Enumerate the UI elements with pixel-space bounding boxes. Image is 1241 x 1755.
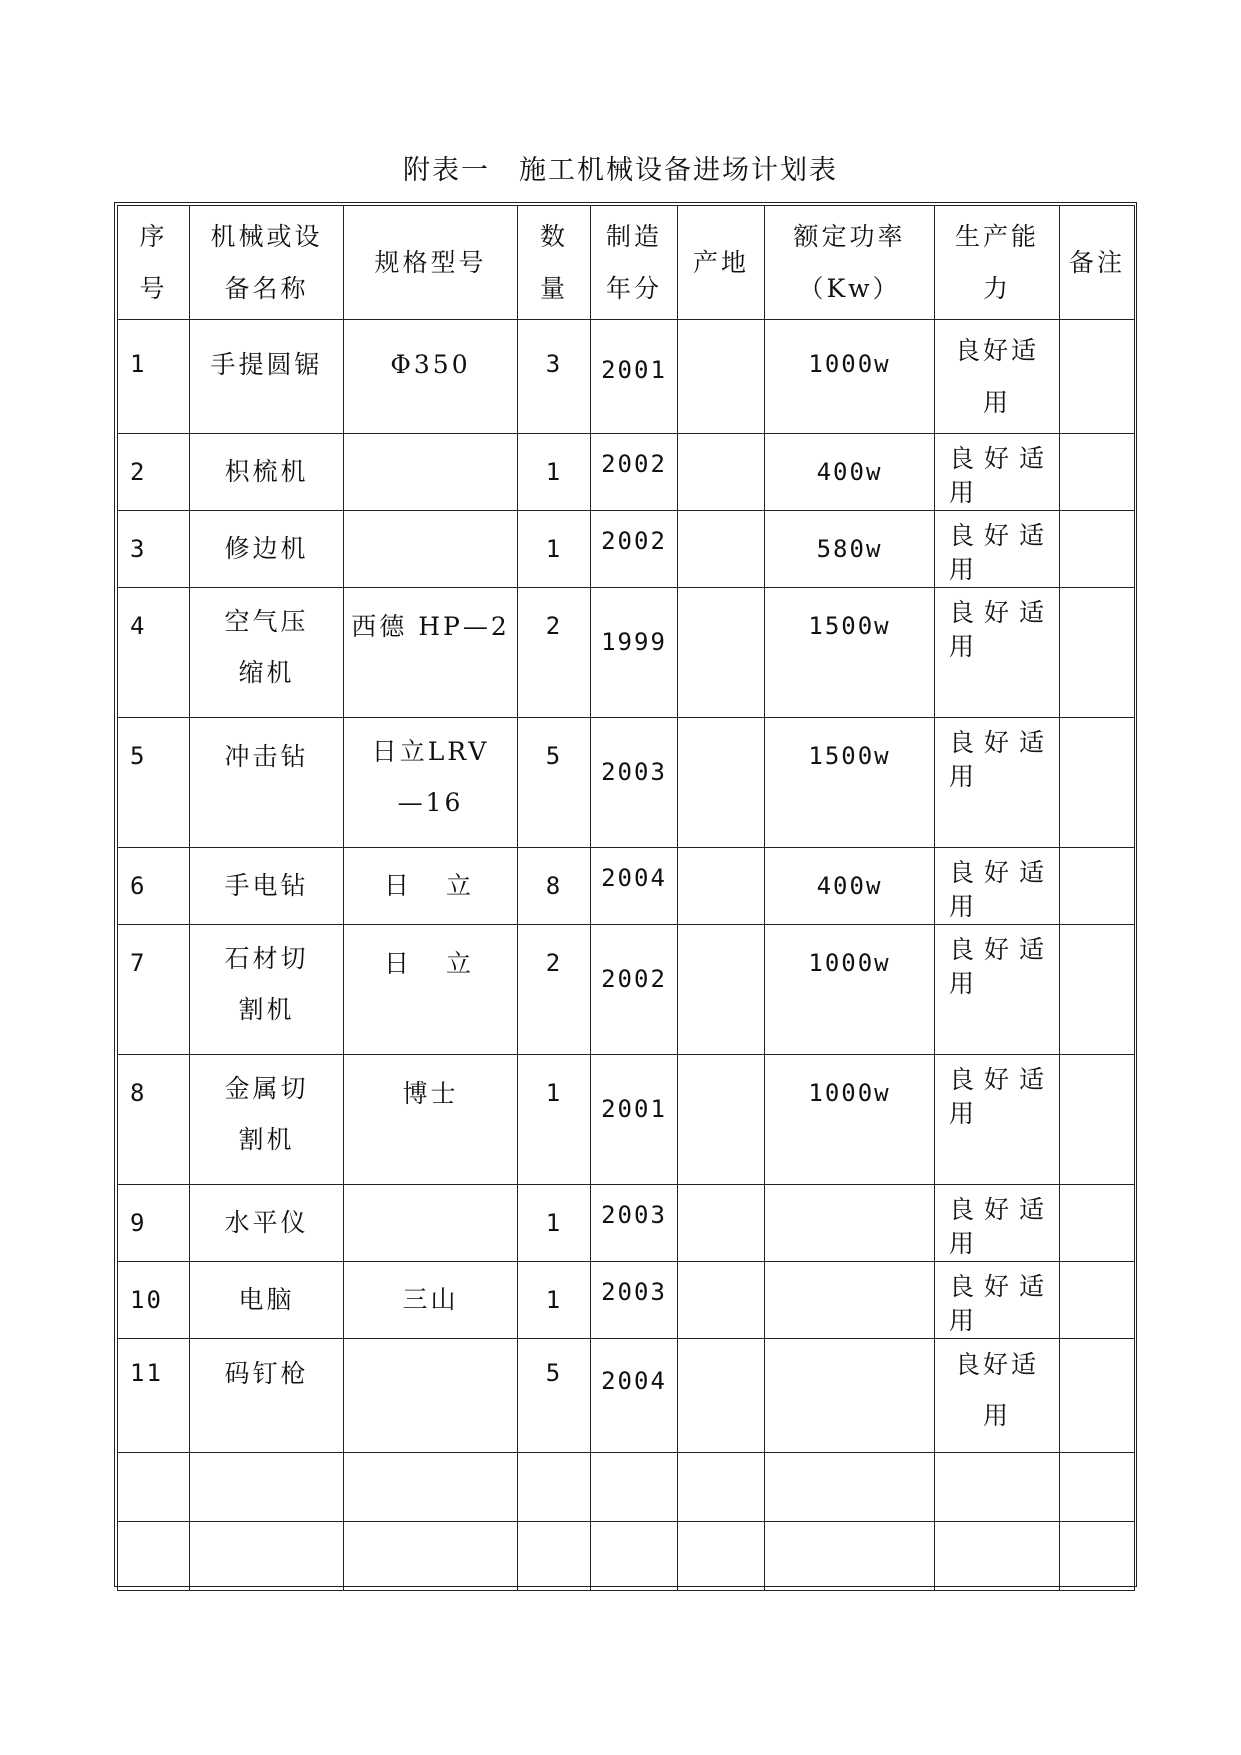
cell-name: 修边机 (190, 511, 344, 588)
cell-power (765, 1262, 935, 1339)
cell-year: 2004 (591, 848, 678, 925)
cell-remark (1060, 1185, 1135, 1262)
cell-name: 电脑 (190, 1262, 344, 1339)
cell-power: 400w (765, 848, 935, 925)
cell-empty (518, 1522, 591, 1591)
cell-year: 2003 (591, 1185, 678, 1262)
cell-power (765, 1339, 935, 1453)
header-power: 额定功率（Kw） (765, 206, 935, 320)
cell-seq: 9 (118, 1185, 190, 1262)
cell-qty: 1 (518, 511, 591, 588)
cell-power: 1000w (765, 320, 935, 434)
cell-name: 冲击钻 (190, 718, 344, 848)
header-origin: 产地 (678, 206, 765, 320)
cell-year: 2001 (591, 320, 678, 434)
cell-empty (765, 1522, 935, 1591)
cell-empty (344, 1522, 518, 1591)
table-row (118, 434, 1135, 511)
cell-spec: 日 立 (344, 925, 518, 1055)
cell-seq: 10 (118, 1262, 190, 1339)
cell-name: 金属切割机 (190, 1055, 344, 1185)
cell-seq: 4 (118, 588, 190, 718)
cell-empty (935, 1522, 1060, 1591)
cell-name: 手提圆锯 (190, 320, 344, 434)
cell-spec: Φ350 (344, 320, 518, 434)
table-row (118, 1339, 1135, 1453)
cell-spec (344, 434, 518, 511)
cell-year: 2002 (591, 511, 678, 588)
cell-remark (1060, 718, 1135, 848)
cell-power (765, 1185, 935, 1262)
cell-name: 水平仪 (190, 1185, 344, 1262)
header-capacity: 生产能力 (935, 206, 1060, 320)
table-row (118, 511, 1135, 588)
cell-seq: 7 (118, 925, 190, 1055)
cell-origin (678, 718, 765, 848)
cell-origin (678, 925, 765, 1055)
cell-power: 1500w (765, 588, 935, 718)
cell-empty (518, 1453, 591, 1522)
cell-empty (344, 1453, 518, 1522)
cell-capacity: 良好适用 (935, 718, 1060, 848)
cell-capacity: 良好适用 (935, 511, 1060, 588)
cell-remark (1060, 588, 1135, 718)
cell-spec: 西德 HP—2 (344, 588, 518, 718)
table-row (118, 925, 1135, 1055)
cell-spec: 日 立 (344, 848, 518, 925)
cell-qty: 1 (518, 1055, 591, 1185)
cell-qty: 2 (518, 588, 591, 718)
table-row (118, 588, 1135, 718)
cell-capacity: 良好适用 (935, 925, 1060, 1055)
header-qty: 数量 (518, 206, 591, 320)
cell-year: 2004 (591, 1339, 678, 1453)
header-row (118, 206, 1135, 320)
cell-empty (935, 1453, 1060, 1522)
cell-spec (344, 1339, 518, 1453)
cell-year: 1999 (591, 588, 678, 718)
cell-year: 2003 (591, 718, 678, 848)
cell-power: 1000w (765, 1055, 935, 1185)
cell-name: 空气压缩机 (190, 588, 344, 718)
cell-empty (190, 1453, 344, 1522)
cell-origin (678, 588, 765, 718)
cell-empty (1060, 1453, 1135, 1522)
cell-capacity: 良好适用 (935, 1055, 1060, 1185)
cell-name: 码钉枪 (190, 1339, 344, 1453)
header-spec: 规格型号 (344, 206, 518, 320)
cell-origin (678, 1339, 765, 1453)
cell-remark (1060, 511, 1135, 588)
cell-remark (1060, 1339, 1135, 1453)
cell-origin (678, 434, 765, 511)
cell-capacity: 良好适用 (935, 320, 1060, 434)
cell-remark (1060, 1055, 1135, 1185)
cell-empty (1060, 1522, 1135, 1591)
cell-origin (678, 1185, 765, 1262)
table-row-blank (118, 1453, 1135, 1522)
cell-spec: 三山 (344, 1262, 518, 1339)
table-row (118, 1185, 1135, 1262)
cell-origin (678, 848, 765, 925)
cell-capacity: 良好适用 (935, 434, 1060, 511)
cell-power: 580w (765, 511, 935, 588)
cell-origin (678, 320, 765, 434)
cell-seq: 3 (118, 511, 190, 588)
cell-qty: 1 (518, 434, 591, 511)
cell-year: 2002 (591, 434, 678, 511)
cell-year: 2002 (591, 925, 678, 1055)
header-remark: 备注 (1060, 206, 1135, 320)
cell-qty: 5 (518, 718, 591, 848)
cell-seq: 2 (118, 434, 190, 511)
cell-qty: 3 (518, 320, 591, 434)
cell-empty (678, 1522, 765, 1591)
cell-spec (344, 1185, 518, 1262)
cell-qty: 8 (518, 848, 591, 925)
cell-capacity: 良好适用 (935, 1185, 1060, 1262)
cell-power: 1500w (765, 718, 935, 848)
header-name: 机械或设备名称 (190, 206, 344, 320)
cell-remark (1060, 1262, 1135, 1339)
cell-seq: 5 (118, 718, 190, 848)
cell-seq: 6 (118, 848, 190, 925)
cell-remark (1060, 434, 1135, 511)
cell-seq: 11 (118, 1339, 190, 1453)
cell-seq: 8 (118, 1055, 190, 1185)
header-year: 制造年分 (591, 206, 678, 320)
cell-origin (678, 1055, 765, 1185)
cell-year: 2003 (591, 1262, 678, 1339)
table-row-blank (118, 1522, 1135, 1591)
cell-name: 手电钻 (190, 848, 344, 925)
cell-year: 2001 (591, 1055, 678, 1185)
cell-name: 枳梳机 (190, 434, 344, 511)
cell-spec: 博士 (344, 1055, 518, 1185)
cell-spec: 日立LRV—16 (344, 718, 518, 848)
cell-capacity: 良好适用 (935, 1262, 1060, 1339)
cell-name: 石材切割机 (190, 925, 344, 1055)
cell-capacity: 良好适用 (935, 588, 1060, 718)
cell-remark (1060, 320, 1135, 434)
cell-qty: 5 (518, 1339, 591, 1453)
cell-spec (344, 511, 518, 588)
table-row (118, 848, 1135, 925)
cell-qty: 1 (518, 1262, 591, 1339)
page-title: 附表一 施工机械设备进场计划表 (403, 155, 838, 186)
table-row (118, 320, 1135, 434)
cell-capacity: 良好适用 (935, 848, 1060, 925)
cell-power: 400w (765, 434, 935, 511)
cell-seq: 1 (118, 320, 190, 434)
table-row (118, 1055, 1135, 1185)
cell-empty (190, 1522, 344, 1591)
cell-empty (678, 1453, 765, 1522)
cell-empty (118, 1522, 190, 1591)
header-seq: 序号 (118, 206, 190, 320)
cell-empty (591, 1522, 678, 1591)
cell-qty: 1 (518, 1185, 591, 1262)
equipment-table (117, 205, 1135, 1591)
cell-origin (678, 1262, 765, 1339)
cell-remark (1060, 925, 1135, 1055)
cell-empty (765, 1453, 935, 1522)
cell-power: 1000w (765, 925, 935, 1055)
table-row (118, 718, 1135, 848)
table-row (118, 1262, 1135, 1339)
cell-empty (591, 1453, 678, 1522)
cell-origin (678, 511, 765, 588)
cell-empty (118, 1453, 190, 1522)
cell-qty: 2 (518, 925, 591, 1055)
cell-capacity: 良好适用 (935, 1339, 1060, 1453)
cell-remark (1060, 848, 1135, 925)
